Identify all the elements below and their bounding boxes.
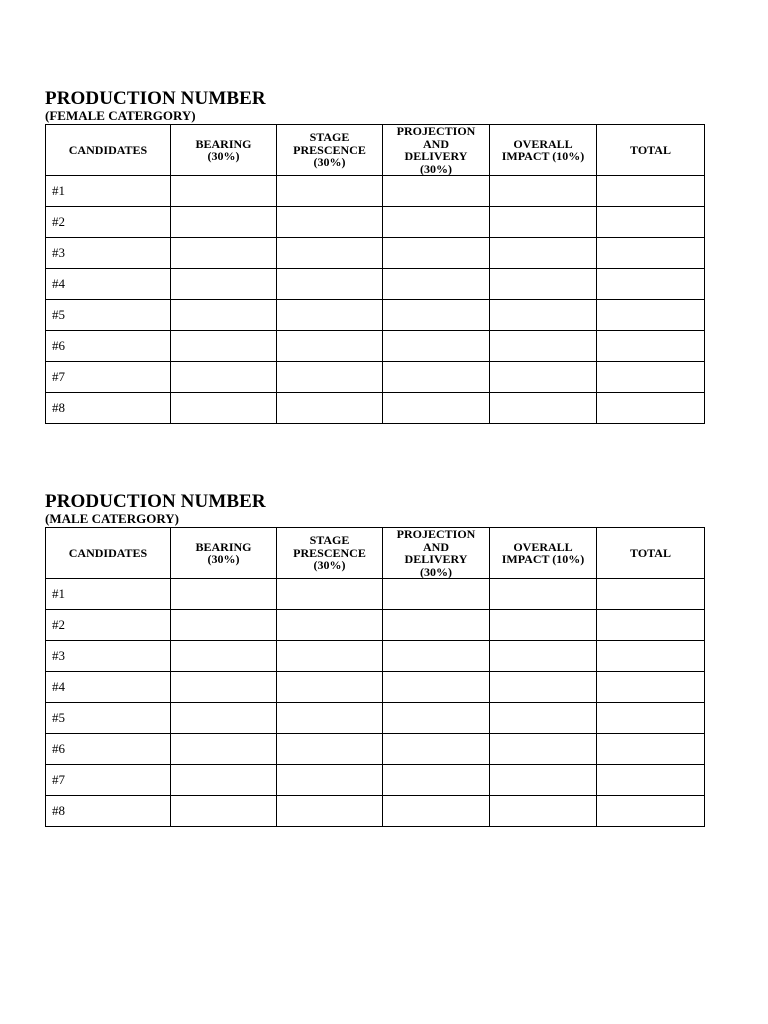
candidate-label: #4 <box>46 269 171 300</box>
projection-cell[interactable] <box>383 207 490 238</box>
total-cell[interactable] <box>597 300 705 331</box>
male-score-table <box>45 527 705 827</box>
overall-cell[interactable] <box>490 734 597 765</box>
total-cell[interactable] <box>597 703 705 734</box>
candidate-label: #7 <box>46 362 171 393</box>
projection-cell[interactable] <box>383 579 490 610</box>
stage-cell[interactable] <box>277 579 383 610</box>
candidate-label: #3 <box>46 238 171 269</box>
projection-cell[interactable] <box>383 362 490 393</box>
male-section <box>45 491 704 827</box>
candidate-label: #2 <box>46 207 171 238</box>
candidate-label: #6 <box>46 734 171 765</box>
table-row <box>46 765 705 796</box>
overall-cell[interactable] <box>490 765 597 796</box>
stage-cell[interactable] <box>277 238 383 269</box>
total-cell[interactable] <box>597 579 705 610</box>
projection-cell[interactable] <box>383 703 490 734</box>
table-row <box>46 238 705 269</box>
overall-cell[interactable] <box>490 300 597 331</box>
total-cell[interactable] <box>597 641 705 672</box>
table-row <box>46 362 705 393</box>
stage-cell[interactable] <box>277 641 383 672</box>
table-row <box>46 796 705 827</box>
total-cell[interactable] <box>597 176 705 207</box>
overall-cell[interactable] <box>490 238 597 269</box>
header-candidates: CANDIDATES <box>46 528 171 579</box>
projection-cell[interactable] <box>383 672 490 703</box>
overall-cell[interactable] <box>490 703 597 734</box>
candidate-label: #2 <box>46 610 171 641</box>
projection-cell[interactable] <box>383 331 490 362</box>
total-cell[interactable] <box>597 331 705 362</box>
total-cell[interactable] <box>597 796 705 827</box>
female-section <box>45 88 704 424</box>
stage-cell[interactable] <box>277 176 383 207</box>
bearing-cell[interactable] <box>171 672 277 703</box>
total-cell[interactable] <box>597 269 705 300</box>
stage-cell[interactable] <box>277 796 383 827</box>
total-cell[interactable] <box>597 393 705 424</box>
section-title: PRODUCTION NUMBER <box>45 88 266 109</box>
table-row <box>46 641 705 672</box>
stage-cell[interactable] <box>277 393 383 424</box>
projection-cell[interactable] <box>383 610 490 641</box>
projection-cell[interactable] <box>383 641 490 672</box>
section-subtitle: (MALE CATERGORY) <box>45 511 179 526</box>
header-bearing: BEARING (30%) <box>171 125 277 176</box>
header-overall-impact: OVERALL IMPACT (10%) <box>490 528 597 579</box>
stage-cell[interactable] <box>277 331 383 362</box>
section-subtitle: (FEMALE CATERGORY) <box>45 108 196 123</box>
bearing-cell[interactable] <box>171 269 277 300</box>
projection-cell[interactable] <box>383 300 490 331</box>
header-total: TOTAL <box>597 125 705 176</box>
header-bearing: BEARING (30%) <box>171 528 277 579</box>
bearing-cell[interactable] <box>171 362 277 393</box>
stage-cell[interactable] <box>277 672 383 703</box>
total-cell[interactable] <box>597 238 705 269</box>
candidate-label: #8 <box>46 796 171 827</box>
bearing-cell[interactable] <box>171 238 277 269</box>
overall-cell[interactable] <box>490 393 597 424</box>
stage-cell[interactable] <box>277 703 383 734</box>
stage-cell[interactable] <box>277 207 383 238</box>
overall-cell[interactable] <box>490 207 597 238</box>
candidate-label: #1 <box>46 176 171 207</box>
stage-cell[interactable] <box>277 765 383 796</box>
candidate-label: #1 <box>46 579 171 610</box>
bearing-cell[interactable] <box>171 765 277 796</box>
bearing-cell[interactable] <box>171 579 277 610</box>
total-cell[interactable] <box>597 734 705 765</box>
bearing-cell[interactable] <box>171 641 277 672</box>
stage-cell[interactable] <box>277 362 383 393</box>
candidate-label: #8 <box>46 393 171 424</box>
total-cell[interactable] <box>597 207 705 238</box>
header-stage-presence: STAGE PRESCENCE (30%) <box>277 125 383 176</box>
projection-cell[interactable] <box>383 238 490 269</box>
section-title: PRODUCTION NUMBER <box>45 491 266 512</box>
overall-cell[interactable] <box>490 579 597 610</box>
header-total: TOTAL <box>597 528 705 579</box>
total-cell[interactable] <box>597 362 705 393</box>
bearing-cell[interactable] <box>171 734 277 765</box>
table-row <box>46 269 705 300</box>
table-row <box>46 672 705 703</box>
table-row <box>46 393 705 424</box>
table-row <box>46 300 705 331</box>
stage-cell[interactable] <box>277 269 383 300</box>
bearing-cell[interactable] <box>171 300 277 331</box>
candidate-label: #7 <box>46 765 171 796</box>
female-score-table <box>45 124 705 424</box>
table-row <box>46 703 705 734</box>
header-candidates: CANDIDATES <box>46 125 171 176</box>
bearing-cell[interactable] <box>171 610 277 641</box>
header-projection-delivery: PROJECTION AND DELIVERY (30%) <box>383 528 490 579</box>
projection-cell[interactable] <box>383 796 490 827</box>
projection-cell[interactable] <box>383 269 490 300</box>
bearing-cell[interactable] <box>171 207 277 238</box>
table-row <box>46 176 705 207</box>
total-cell[interactable] <box>597 765 705 796</box>
overall-cell[interactable] <box>490 610 597 641</box>
stage-cell[interactable] <box>277 300 383 331</box>
candidate-label: #5 <box>46 703 171 734</box>
header-overall-impact: OVERALL IMPACT (10%) <box>490 125 597 176</box>
header-stage-presence: STAGE PRESCENCE (30%) <box>277 528 383 579</box>
overall-cell[interactable] <box>490 331 597 362</box>
total-cell[interactable] <box>597 672 705 703</box>
candidate-label: #5 <box>46 300 171 331</box>
overall-cell[interactable] <box>490 641 597 672</box>
bearing-cell[interactable] <box>171 796 277 827</box>
overall-cell[interactable] <box>490 176 597 207</box>
candidate-label: #3 <box>46 641 171 672</box>
projection-cell[interactable] <box>383 765 490 796</box>
table-row <box>46 610 705 641</box>
bearing-cell[interactable] <box>171 176 277 207</box>
bearing-cell[interactable] <box>171 393 277 424</box>
total-cell[interactable] <box>597 610 705 641</box>
header-row <box>46 528 705 579</box>
overall-cell[interactable] <box>490 672 597 703</box>
candidate-label: #6 <box>46 331 171 362</box>
projection-cell[interactable] <box>383 734 490 765</box>
projection-cell[interactable] <box>383 393 490 424</box>
table-row <box>46 734 705 765</box>
overall-cell[interactable] <box>490 362 597 393</box>
table-row <box>46 579 705 610</box>
table-row <box>46 207 705 238</box>
projection-cell[interactable] <box>383 176 490 207</box>
overall-cell[interactable] <box>490 269 597 300</box>
stage-cell[interactable] <box>277 734 383 765</box>
header-projection-delivery: PROJECTION AND DELIVERY (30%) <box>383 125 490 176</box>
candidate-label: #4 <box>46 672 171 703</box>
stage-cell[interactable] <box>277 610 383 641</box>
bearing-cell[interactable] <box>171 703 277 734</box>
header-row <box>46 125 705 176</box>
bearing-cell[interactable] <box>171 331 277 362</box>
table-row <box>46 331 705 362</box>
overall-cell[interactable] <box>490 796 597 827</box>
